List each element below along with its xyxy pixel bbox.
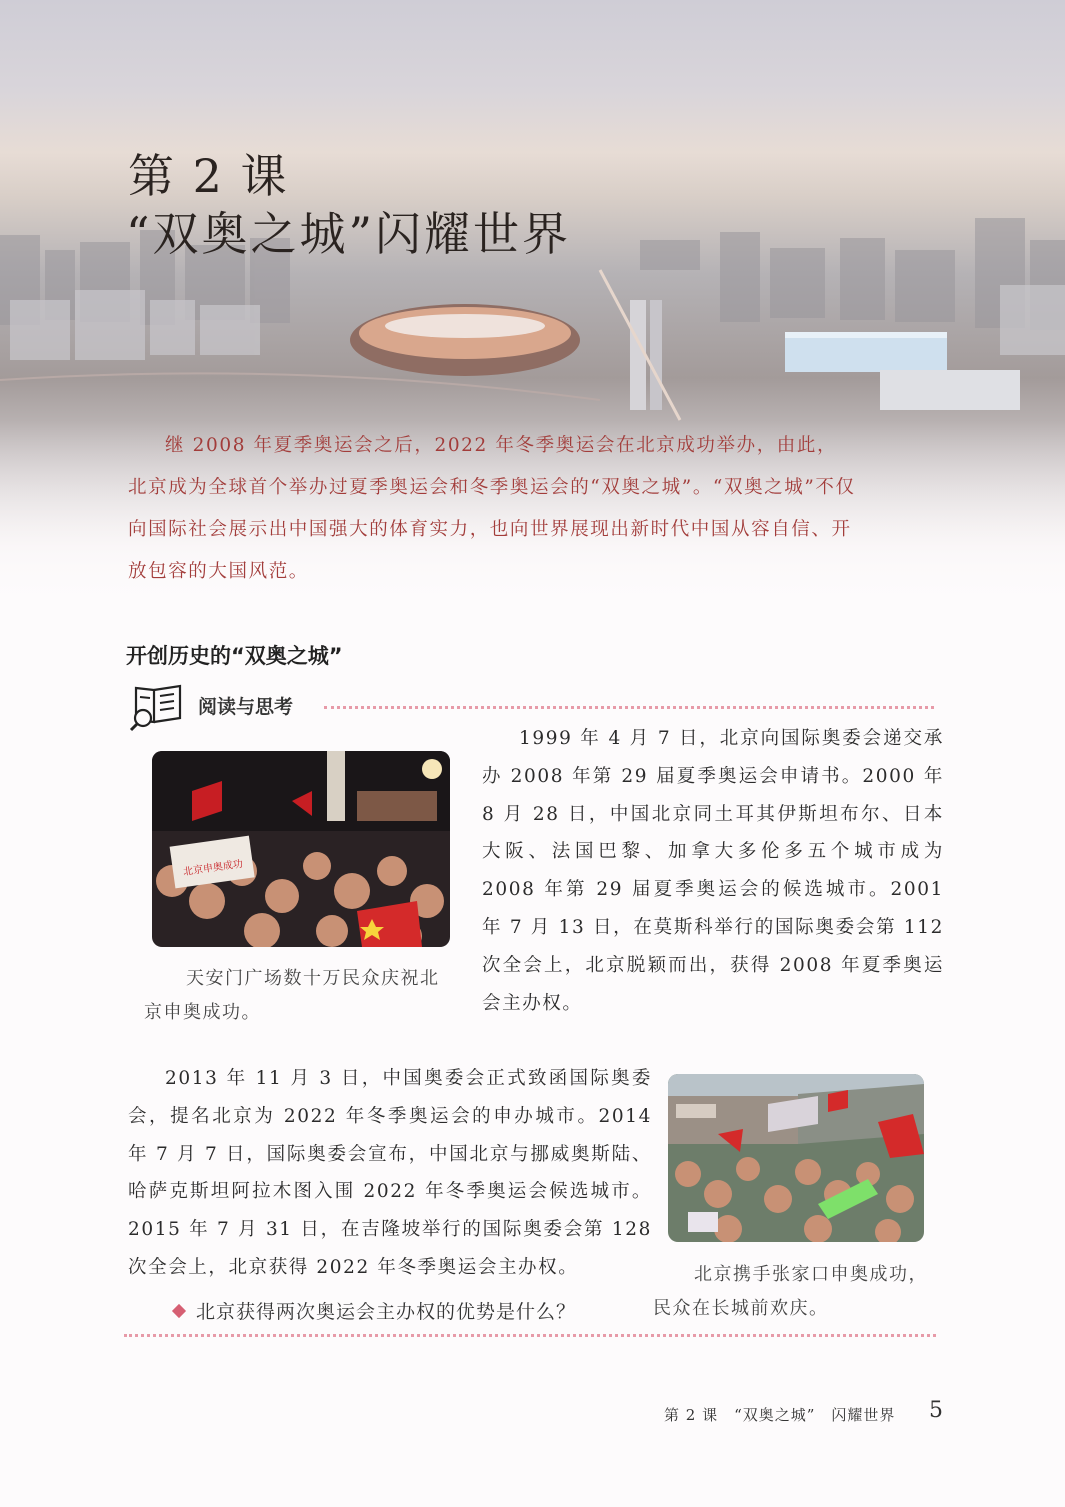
book-magnifier-icon: [128, 682, 184, 732]
page-number: 5: [929, 1398, 943, 1423]
bottom-dotted-divider: [124, 1334, 936, 1337]
crowd-celebration-image: [152, 751, 450, 947]
bid-2022-paragraph: 2013 年 11 月 3 日，中国奥委会正式致函国际奥委会，提名北京为 2022 年冬季奥运会的申办城市。2014 年 7 月 7 日，国际奥委会宣布，中国北京与挪威奥斯陆、哈萨克斯坦阿拉木图入围 2022 年冬季奥运会候选城市。2015 年 7 月 31 日，在吉隆坡举行的国际奥委会第 128 次全会上，北京获得 2022 年冬季奥运会主办权。: [128, 1068, 652, 1278]
intro-paragraph: 继 2008 年夏季奥运会之后，2022 年冬季奥运会在北京成功举办，由此，北京成为全球首个举办过夏季奥运会和冬季奥运会的“双奥之城”。“双奥之城”不仅向国际社会展示出中国强大的体育实力，也向世界展现出新时代中国从容自信、开放包容的大国风范。: [128, 435, 856, 582]
photo1-caption-line2: 京申奥成功。: [144, 1002, 261, 1023]
tiananmen-celebration-photo: [152, 751, 450, 947]
lesson-title: “双奥之城”闪耀世界: [126, 207, 572, 261]
photo1-caption-line1: 天安门广场数十万民众庆祝北: [186, 968, 440, 989]
reading-thinking-label: 阅读与思考: [198, 696, 294, 718]
bid-2008-paragraph: 1999 年 4 月 7 日，北京向国际奥委会递交承办 2008 年第 29 届夏季奥运会申请书。2000 年 8 月 28 日，中国北京同土耳其伊斯坦布尔、日本大阪、法国巴黎、加拿大多伦多五个城市成为 2008 年第 29 届夏季奥运会的候选城市。2001 年 7 月 13 日，在莫斯科举行的国际奥委会第 112 次全会上，北京脱颖而出，获得 2008 年夏季奥运会主办权。: [482, 728, 944, 1014]
discussion-question: 北京获得两次奥运会主办权的优势是什么？: [196, 1301, 577, 1323]
great-wall-celebration-photo: [668, 1074, 924, 1242]
section-heading: 开创历史的“双奥之城”: [126, 644, 343, 668]
question-bullet-icon: [172, 1304, 186, 1318]
running-title: 第 2 课 “双奥之城” 闪耀世界: [664, 1406, 896, 1424]
dotted-divider: [324, 706, 934, 709]
lesson-number: 第 2 课: [128, 149, 289, 203]
photo2-caption-line1: 北京携手张家口申奥成功，: [694, 1264, 928, 1285]
newspaper-banner-text: 北京申奥成功: [182, 858, 244, 879]
great-wall-crowd-image: [668, 1074, 924, 1242]
photo2-caption-line2: 民众在长城前欢庆。: [653, 1298, 829, 1319]
